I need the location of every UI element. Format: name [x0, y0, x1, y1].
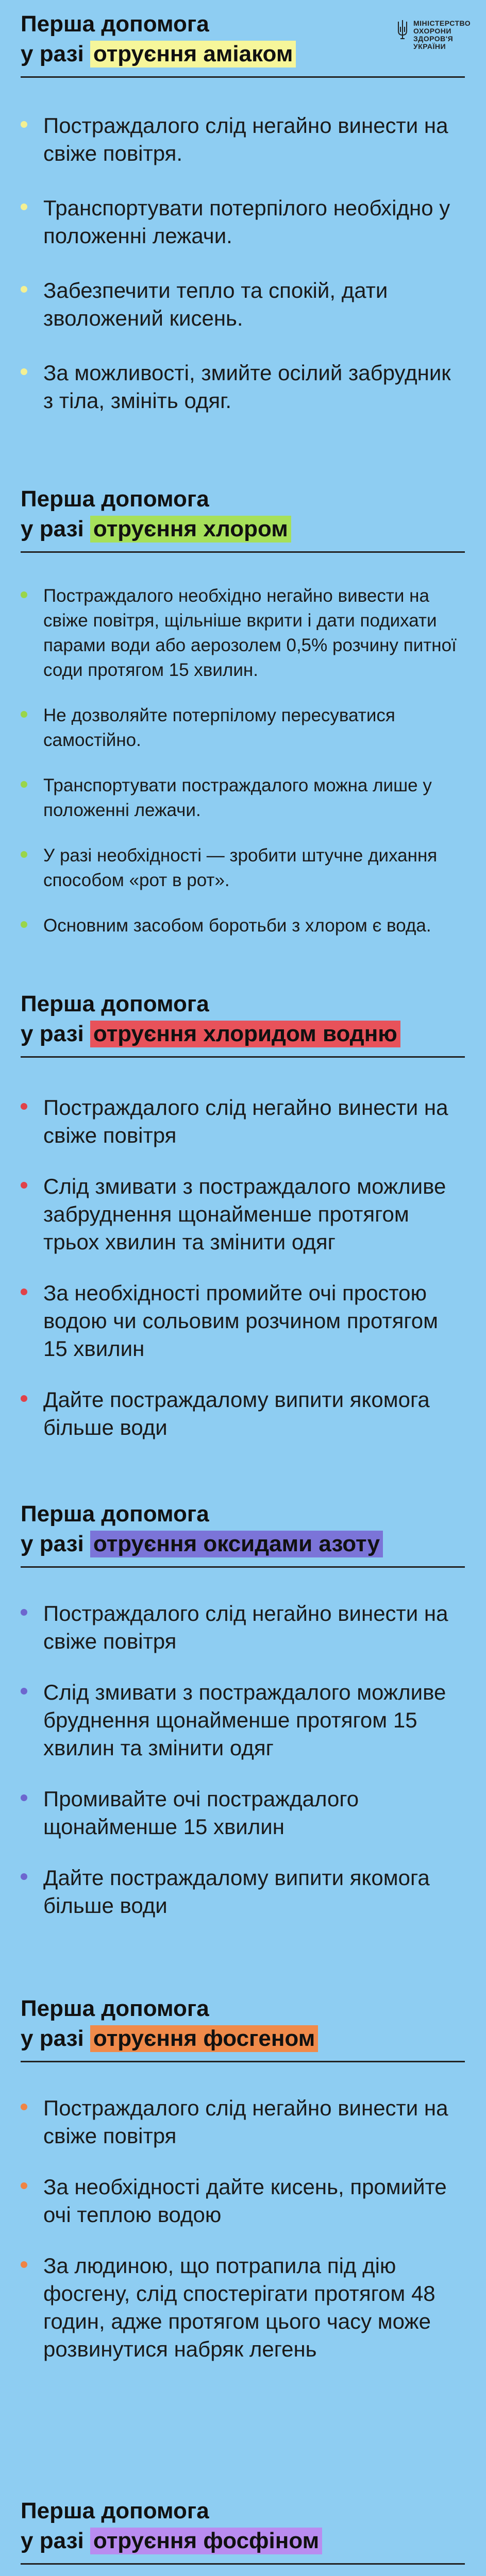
bullet-dot: [21, 2182, 27, 2189]
ministry-name-line: ЗДОРОВ'Я: [413, 35, 454, 43]
bullet-dot: [21, 711, 27, 718]
heading-prefix: у разі: [21, 2528, 84, 2553]
list-item: [21, 584, 465, 683]
advice-list: [21, 1600, 465, 1920]
heading-prefix: у разі: [21, 1021, 84, 1046]
heading-line: Перша допомога: [21, 991, 209, 1016]
item-text: За можливості, змийте осілий забрудник з тіла, змініть одяг.: [43, 361, 451, 413]
section-divider: [21, 1056, 465, 1058]
section-chlorine: [21, 484, 465, 938]
heading-line: Перша допомога: [21, 2498, 209, 2523]
bullet-dot: [21, 921, 27, 928]
item-text: За людиною, що потрапила під дію фосгену, слід спостерігати протягом 48 годин, адже протягом цього часу може розвинутися набряк легень: [43, 2253, 435, 2361]
item-text: Постраждалого слід негайно винести на свіже повітря.: [43, 113, 448, 165]
advice-list: [21, 584, 465, 938]
bullet-dot: [21, 1395, 27, 1402]
ministry-name-line: МІНІСТЕРСТВО: [413, 19, 471, 27]
heading-prefix: у разі: [21, 2026, 84, 2051]
list-item: [21, 1279, 465, 1363]
item-text: Транспортувати потерпілого необхідно у положенні лежачи.: [43, 196, 450, 248]
heading-prefix: у разі: [21, 1531, 84, 1556]
list-item: [21, 194, 465, 250]
section-phosgene: [21, 1994, 465, 2363]
advice-list: [21, 2094, 465, 2363]
list-item: [21, 1600, 465, 1655]
bullet-dot: [21, 1688, 27, 1694]
bullet-dot: [21, 1794, 27, 1801]
item-text: За необхідності промийте очі простою водою чи сольовим розчином протягом 15 хвилин: [43, 1281, 438, 1361]
list-item: [21, 1386, 465, 1442]
section-divider: [21, 551, 465, 553]
item-text: Промивайте очі постраждалого щонайменше 15 хвилин: [43, 1787, 359, 1839]
bullet-dot: [21, 368, 27, 375]
item-text: За необхідності дайте кисень, промийте очі теплою водою: [43, 2175, 447, 2227]
section-heading: [21, 1994, 465, 2054]
bullet-dot: [21, 1182, 27, 1189]
bullet-dot: [21, 1609, 27, 1616]
heading-line: Перша допомога: [21, 1501, 209, 1527]
heading-highlight: отруєння оксидами азоту: [90, 1531, 383, 1557]
section-heading: [21, 9, 465, 69]
section-nitrogen-oxides: [21, 1499, 465, 1920]
bullet-dot: [21, 1873, 27, 1880]
item-text: Транспортувати постраждалого можна лише у положенні лежачи.: [43, 775, 432, 820]
item-text: Слід змивати з постраждалого можливе бруднення щонайменше протягом 15 хвилин та змінити одяг: [43, 1680, 446, 1760]
list-item: [21, 1785, 465, 1841]
list-item: [21, 773, 465, 823]
bullet-dot: [21, 2104, 27, 2110]
heading-highlight: отруєння хлоридом водню: [90, 1021, 400, 1047]
bullet-dot: [21, 1289, 27, 1295]
bullet-dot: [21, 591, 27, 598]
list-item: [21, 1094, 465, 1149]
bullet-dot: [21, 204, 27, 210]
list-item: [21, 703, 465, 753]
list-item: [21, 2094, 465, 2150]
section-heading: [21, 484, 465, 544]
item-text: Постраждалого слід негайно винести на свіже повітря: [43, 1601, 448, 1653]
section-heading: [21, 989, 465, 1049]
item-text: Постраждалого слід негайно винести на свіже повітря: [43, 1095, 448, 1147]
list-item: [21, 1864, 465, 1920]
list-item: [21, 359, 465, 415]
heading-highlight: отруєння хлором: [90, 516, 291, 543]
section-divider: [21, 2563, 465, 2565]
section-heading: [21, 1499, 465, 1559]
list-item: [21, 843, 465, 893]
section-phosphine: [21, 2496, 465, 2576]
item-text: Дайте постраждалому випити якомога більше води: [43, 1866, 430, 1918]
item-text: Постраждалого необхідно негайно вивести на свіже повітря, щільніше вкрити і дати подихати парами води або аерозолем 0,5% розчину питної соди протягом 15 хвилин.: [43, 586, 457, 680]
item-text: Постраждалого слід негайно винести на свіже повітря: [43, 2096, 448, 2148]
section-divider: [21, 1566, 465, 1568]
list-item: [21, 112, 465, 167]
ministry-name-line: ОХОРОНИ: [413, 27, 451, 35]
bullet-dot: [21, 2261, 27, 2268]
section-divider: [21, 76, 465, 78]
item-text: У разі необхідності — зробити штучне дихання способом «рот в рот».: [43, 845, 438, 890]
section-hydrogen-chloride: [21, 989, 465, 1442]
heading-line: Перша допомога: [21, 1996, 209, 2021]
heading-line: Перша допомога: [21, 11, 209, 37]
list-item: [21, 1679, 465, 1762]
heading-line: Перша допомога: [21, 486, 209, 512]
section-divider: [21, 2061, 465, 2062]
item-text: Основним засобом боротьби з хлором є вода.: [43, 916, 431, 936]
item-text: Забезпечити тепло та спокій, дати зволожений кисень.: [43, 278, 388, 330]
bullet-dot: [21, 781, 27, 788]
heading-highlight: отруєння аміаком: [90, 41, 296, 67]
bullet-dot: [21, 121, 27, 128]
heading-highlight: отруєння фосфіном: [90, 2528, 322, 2554]
advice-list: [21, 1094, 465, 1442]
heading-highlight: отруєння фосгеном: [90, 2025, 318, 2052]
bullet-dot: [21, 851, 27, 858]
heading-prefix: у разі: [21, 516, 84, 541]
bullet-dot: [21, 286, 27, 293]
list-item: [21, 2252, 465, 2363]
ministry-name-line: УКРАЇНИ: [413, 42, 446, 50]
list-item: [21, 277, 465, 332]
section-ammonia: [21, 9, 465, 415]
list-item: [21, 2173, 465, 2229]
item-text: Не дозволяйте потерпілому пересуватися самостійно.: [43, 705, 395, 750]
list-item: [21, 1173, 465, 1256]
heading-prefix: у разі: [21, 41, 84, 66]
section-heading: [21, 2496, 465, 2556]
item-text: Дайте постраждалому випити якомога більше води: [43, 1387, 430, 1439]
item-text: Слід змивати з постраждалого можливе забруднення щонайменше протягом трьох хвилин та змінити одяг: [43, 1174, 446, 1254]
advice-list: [21, 112, 465, 415]
bullet-dot: [21, 1103, 27, 1110]
list-item: [21, 913, 465, 938]
